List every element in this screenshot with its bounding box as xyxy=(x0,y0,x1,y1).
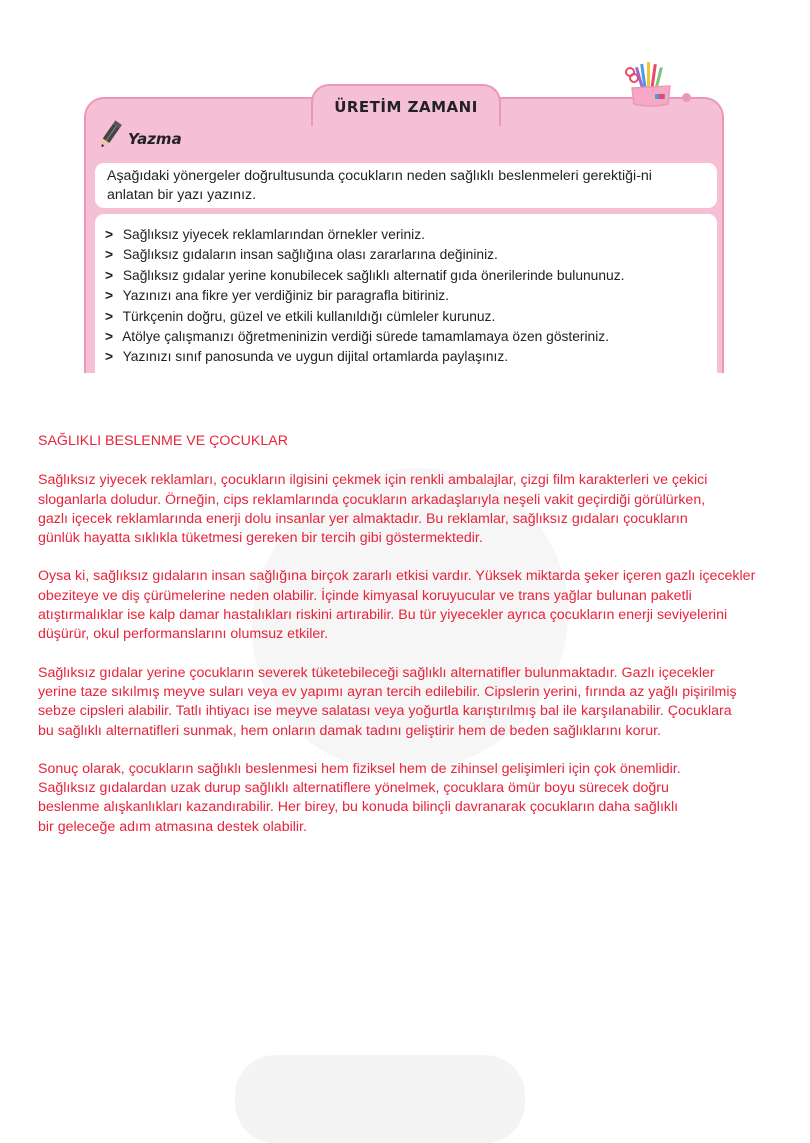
list-item xyxy=(105,266,707,286)
bullet-arrow: > xyxy=(105,308,114,324)
essay-paragraph xyxy=(38,567,788,644)
essay-paragraph xyxy=(38,471,788,548)
essay-paragraph xyxy=(38,760,788,837)
bullet-arrow: > xyxy=(105,329,114,345)
list-item xyxy=(105,327,707,347)
pencil-cup-icon xyxy=(612,58,678,110)
essay-line: obeziteye ve diş çürümelerine neden olabilir. İçinde kimyasal koruyucular ve trans yağlar bulunan paketli xyxy=(38,587,692,604)
list-item xyxy=(105,225,707,245)
essay-line: Sağlıksız yiyecek reklamları, çocukların ilgisini çekmek için renkli ambalajlar, çizgi film karakterleri ve çekici xyxy=(38,472,708,489)
essay-line: Sağlıksız gıdalardan uzak durup sağlıklı alternatiflere yönelmek, çocuklara ömür boyu sürecek doğru xyxy=(38,780,669,797)
essay-line: beslenme alışkanlıkları kazandırabilir. Her birey, bu konuda bilinçli davranarak çocukların daha sağlıklı xyxy=(38,799,679,816)
list-item xyxy=(105,347,707,367)
list-item-text: Sağlıksız gıdalar yerine konubilecek sağlıklı alternatif gıda önerilerinde bulununuz. xyxy=(122,267,625,283)
pencil-icon xyxy=(93,118,127,152)
essay-line: Sağlıksız gıdalar yerine çocukların severek tüketebileceği sağlıklı alternatifler bulunmaktadır. Gazlı içecekler xyxy=(38,664,715,681)
essay-line: bir geleceğe adım atmasına destek olabilir. xyxy=(38,818,307,835)
essay-line: düşürür, okul performanslarını olumsuz etkiler. xyxy=(38,626,329,643)
essay xyxy=(38,432,788,856)
card-title: ÜRETİM ZAMANI xyxy=(334,98,478,116)
list-item-text: Türkçenin doğru, güzel ve etkili kullanıldığı cümleler kurunuz. xyxy=(122,308,496,324)
list-item-text: Sağlıksız yiyecek reklamlarından örnekler veriniz. xyxy=(122,227,425,242)
essay-line: Oysa ki, sağlıksız gıdaların insan sağlığına birçok zararlı etkisi vardır. Yüksek miktarda şeker içeren gazlı içecekler xyxy=(38,568,756,585)
essay-line: yerine taze sıkılmış meyve suları veya ev yapımı ayran tercih edilebilir. Cipslerin yerini, fırında az yağlı pişirilmiş xyxy=(38,683,737,700)
essay-line: Sonuç olarak, çocukların sağlıklı beslenmesi hem fiziksel hem de zihinsel gelişimleri için çok önemlidir. xyxy=(38,760,681,777)
list-item-text: Sağlıksız gıdaların insan sağlığına olası zararlarına değininiz. xyxy=(122,247,498,263)
background-watermark-bottom xyxy=(235,1055,525,1143)
bullet-arrow: > xyxy=(105,288,114,304)
list-item-text: Atölye çalışmanızı öğretmeninizin verdiği sürede tamamlamaya özen gösteriniz. xyxy=(122,329,610,345)
list-item-text: Yazınızı sınıf panosunda ve uygun dijital ortamlarda paylaşınız. xyxy=(122,349,509,365)
bullet-arrow: > xyxy=(105,349,114,365)
instruction-box: Aşağıdaki yönergeler doğrultusunda çocukların neden sağlıklı beslenmeleri gerektiği-ni anlatan bir yazı yazınız. xyxy=(95,163,717,208)
list-item xyxy=(105,245,707,265)
essay-line: atıştırmalıklar ise kalp damar hastalıkları riskini artırabilir. Bu tür yiyecekler ayrıca çocukların enerji seviyelerini xyxy=(38,607,728,624)
bullet-arrow: > xyxy=(105,247,114,263)
essay-line: bu sağlıklı alternatifleri sunmak, hem onların damak tadını geliştirir hem de beden sağlıklarını korur. xyxy=(38,722,661,739)
list-item xyxy=(105,286,707,306)
essay-line: sebze cipsleri alabilir. Tatlı ihtiyacı ise meyve salatası veya yoğurtla karıştırılmış bal ile karşılanabilir. Çocuklara xyxy=(38,703,732,720)
bullet-arrow: > xyxy=(105,267,114,283)
essay-paragraph xyxy=(38,664,788,741)
essay-line: sloganlarla doludur. Örneğin, cips reklamlarında çocukların arkadaşlarıyla neşeli vakit geçirdiği görülürken, xyxy=(38,491,706,508)
list-item xyxy=(105,307,707,327)
essay-title: SAĞLIKLI BESLENME VE ÇOCUKLAR xyxy=(38,433,288,449)
card-corner-dot xyxy=(682,93,691,102)
essay-line: günlük hayatta sıklıkla tüketmesi gereken bir tercih gibi göstermektedir. xyxy=(38,530,483,547)
essay-line: gazlı içecek reklamlarında enerji dolu insanlar yer almaktadır. Bu reklamlar, sağlıksız gıdaları çocukların xyxy=(38,510,688,527)
list-item-text: Yazınızı ana fikre yer verdiğiniz bir paragrafla bitiriniz. xyxy=(122,288,450,304)
bullet-arrow: > xyxy=(105,227,114,242)
section-label: Yazma xyxy=(128,130,182,148)
guideline-list xyxy=(95,214,717,374)
